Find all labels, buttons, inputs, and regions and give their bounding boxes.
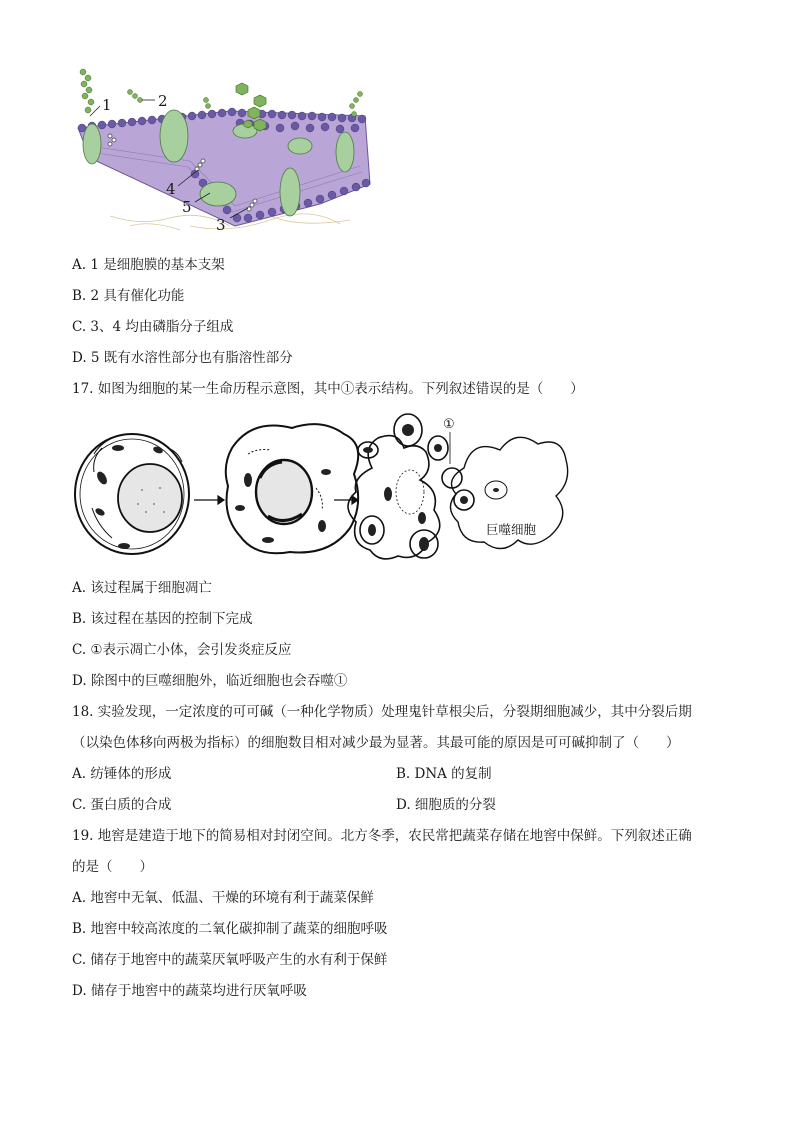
q17-option-c: C. ①表示凋亡小体，会引发炎症反应 [72, 642, 292, 658]
normal-cell [75, 434, 189, 554]
membrane-label-1: 1 [102, 96, 112, 114]
q16-option-a: A. 1 是细胞膜的基本支架 [72, 257, 225, 273]
membrane-label-3: 3 [216, 216, 226, 234]
q19-option-b: B. 地窖中较高浓度的二氧化碳抑制了蔬菜的细胞呼吸 [72, 921, 388, 937]
q19-stem-line1: 19. 地窖是建造于地下的简易相对封闭空间。北方冬季，农民常把蔬菜存储在地窖中保鲜。下列叙述正确 [72, 828, 692, 844]
macrophage-label: 巨噬细胞 [486, 522, 537, 537]
apoptotic-body-marker: ① [443, 417, 455, 432]
q18-stem-line2: （以染色体移向两极为指标）的细胞数目相对减少最为显著。其最可能的原因是可可碱抑制了（ ） [72, 735, 680, 751]
q18-option-a: A. 纺锤体的形成 [72, 766, 172, 782]
q18-option-b: B. DNA 的复制 [396, 766, 492, 782]
q18-option-c: C. 蛋白质的合成 [72, 797, 172, 813]
membrane-label-2: 2 [158, 92, 168, 110]
apoptosis-figure [72, 408, 572, 566]
q19-option-a: A. 地窖中无氧、低温、干燥的环境有利于蔬菜保鲜 [72, 890, 374, 906]
q16-option-d: D. 5 既有水溶性部分也有脂溶性部分 [72, 350, 293, 366]
q16-option-c: C. 3、4 均由磷脂分子组成 [72, 319, 234, 335]
q16-option-b: B. 2 具有催化功能 [72, 288, 185, 304]
q17-option-b: B. 该过程在基因的控制下完成 [72, 611, 253, 627]
q18-stem-line1: 18. 实验发现，一定浓度的可可碱（一种化学物质）处理鬼针草根尖后，分裂期细胞减少，其中分裂后期 [72, 704, 692, 720]
q19-option-d: D. 储存于地窖中的蔬菜均进行厌氧呼吸 [72, 983, 307, 999]
q17-option-d: D. 除图中的巨噬细胞外，临近细胞也会吞噬① [72, 673, 348, 689]
q19-stem-line2: 的是（ ） [72, 859, 153, 875]
membrane-label-5: 5 [182, 198, 192, 216]
cell-membrane-figure [70, 66, 375, 244]
q18-option-d: D. 细胞质的分裂 [396, 797, 496, 813]
q17-option-a: A. 该过程属于细胞凋亡 [72, 580, 212, 596]
q19-option-c: C. 储存于地窖中的蔬菜厌氧呼吸产生的水有利于保鲜 [72, 952, 388, 968]
membrane-label-4: 4 [166, 180, 176, 198]
q17-stem: 17. 如图为细胞的某一生命历程示意图，其中①表示结构。下列叙述错误的是（ ） [72, 381, 584, 397]
